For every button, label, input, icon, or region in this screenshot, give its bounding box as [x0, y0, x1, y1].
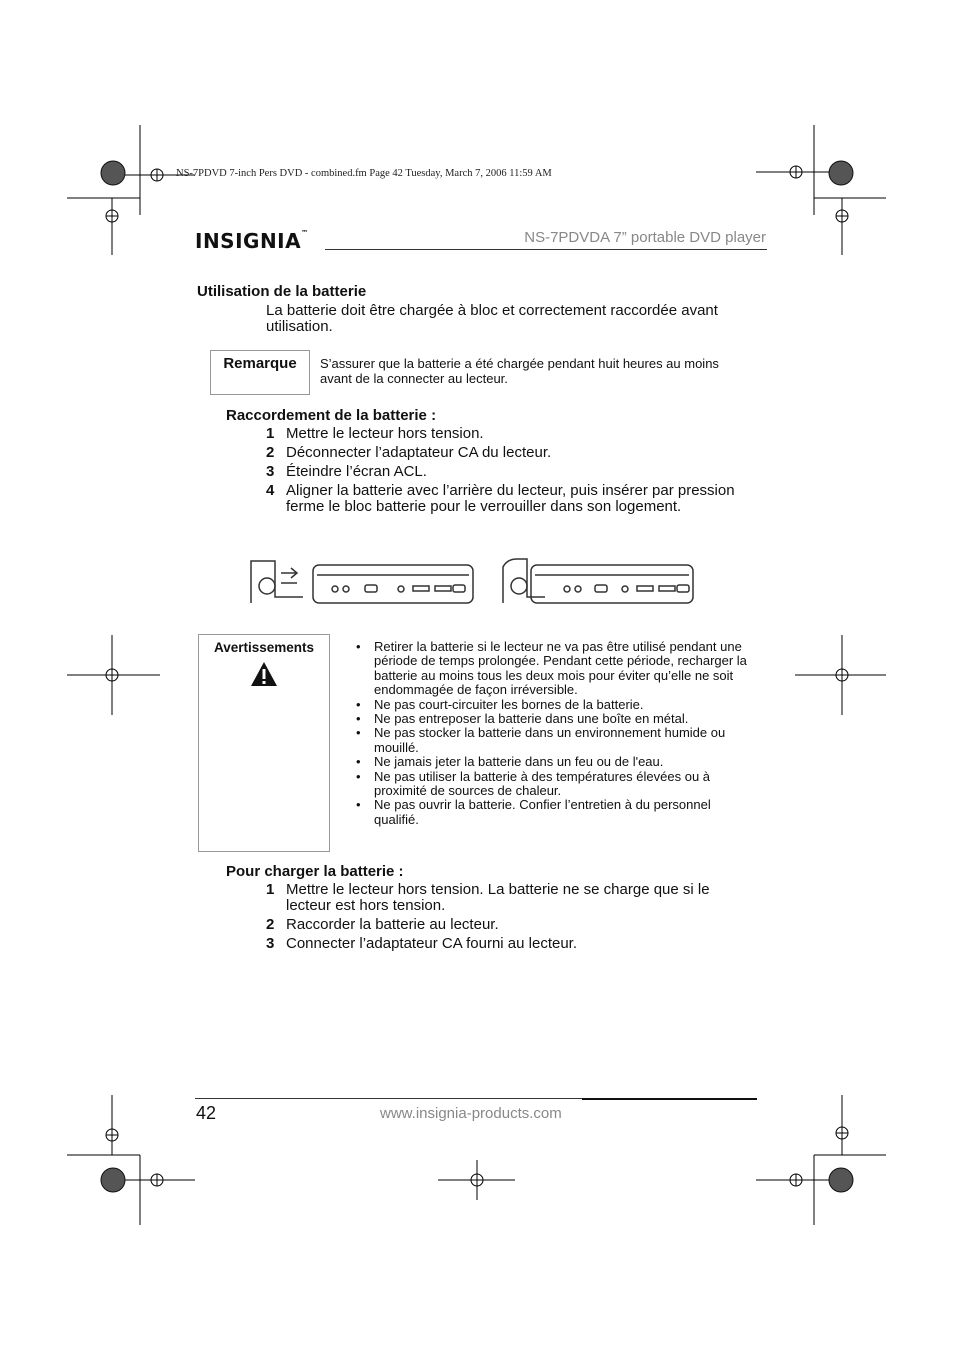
step-number: 3 [266, 935, 275, 952]
list-item [356, 698, 756, 712]
list-item [356, 640, 756, 698]
section-heading-raccordement: Raccordement de la batterie : [226, 407, 437, 424]
battery-illustration [245, 553, 700, 609]
section-heading-charger: Pour charger la batterie : [226, 863, 404, 880]
section-text-utilisation: La batterie doit être chargée à bloc et correctement raccordée avant utilisation. [266, 302, 718, 335]
step-text: Raccorder la batterie au lecteur. [286, 916, 499, 933]
bullet-icon: • [356, 725, 361, 741]
step-number: 1 [266, 425, 275, 442]
header-title: NS-7PDVDA 7” portable DVD player [524, 229, 766, 246]
warning-text: Ne pas stocker la batterie dans un environnement humide ou mouillé. [374, 725, 726, 755]
step-number: 2 [266, 444, 275, 461]
bullet-icon: • [356, 754, 361, 770]
step-text: Aligner la batterie avec l’arrière du lecteur, puis insérer par pression ferme le bloc batterie pour le verrouiller dans son logement. [286, 482, 735, 515]
step-text: Connecter l’adaptateur CA fourni au lecteur. [286, 935, 578, 952]
bullet-icon: • [356, 711, 361, 727]
bullet-icon: • [356, 768, 361, 784]
list-item [266, 445, 756, 461]
bullet-icon: • [356, 696, 361, 712]
step-number: 3 [266, 463, 275, 480]
insignia-logo [195, 229, 309, 253]
logo-tm: ™ [301, 229, 309, 237]
step-number: 2 [266, 916, 275, 933]
list-item [356, 712, 756, 726]
steps-raccordement [266, 426, 756, 515]
bullet-icon: • [356, 639, 361, 654]
warning-text: Ne pas ouvrir la batterie. Confier l’entretien à du personnel qualifié. [374, 797, 711, 827]
list-item [356, 726, 756, 755]
note-text: S’assurer que la batterie a été chargée pendant huit heures au moins avant de la connecter au lecteur. [320, 356, 719, 386]
step-text: Mettre le lecteur hors tension. La batterie ne se charge que si le lecteur est hors tension. [286, 881, 710, 914]
list-item [356, 755, 756, 769]
warning-icon [250, 661, 278, 687]
step-number: 1 [266, 881, 275, 898]
list-item [266, 426, 756, 442]
list-item [356, 798, 756, 827]
step-text: Éteindre l’écran ACL. [286, 463, 427, 480]
warning-label: Avertissements [213, 640, 315, 655]
list-item [356, 770, 756, 799]
warning-text: Ne pas utiliser la batterie à des températures élevées ou à proximité de sources de chaleur. [374, 768, 711, 799]
list-item [266, 936, 756, 952]
warning-text: Ne pas entreposer la batterie dans une boîte en métal. [374, 711, 689, 727]
list-item [266, 917, 756, 933]
note-label: Remarque [223, 355, 297, 372]
bullet-icon: • [356, 797, 361, 813]
footer-rule-accent [582, 1098, 757, 1100]
section-heading-utilisation: Utilisation de la batterie [197, 283, 367, 300]
step-number: 4 [266, 482, 275, 499]
warning-text: Ne pas court-circuiter les bornes de la batterie. [374, 696, 644, 712]
warning-list [356, 640, 756, 827]
page-number: 42 [196, 1103, 217, 1123]
step-text: Mettre le lecteur hors tension. [286, 425, 484, 442]
steps-charger [266, 882, 756, 952]
warning-text: Retirer la batterie si le lecteur ne va pas être utilisé pendant une période de temps prolongée. Pendant cette période, recharger la batterie au moins tous les deux mois pour éviter qu’elle ne soit endommagée de façon irréversible. [374, 639, 747, 698]
print-info: NS-7PDVD 7-inch Pers DVD - combined.fm Page 42 Tuesday, March 7, 2006 11:59 AM [176, 168, 552, 179]
footer-url: www.insignia-products.com [380, 1105, 562, 1122]
logo-text: INSIGNIA [195, 229, 302, 253]
step-text: Déconnecter l’adaptateur CA du lecteur. [286, 444, 552, 461]
list-item [266, 483, 756, 515]
header-rule [325, 249, 767, 250]
list-item [266, 464, 756, 480]
list-item [266, 882, 756, 914]
warning-text: Ne jamais jeter la batterie dans un feu ou de l'eau. [374, 754, 664, 770]
